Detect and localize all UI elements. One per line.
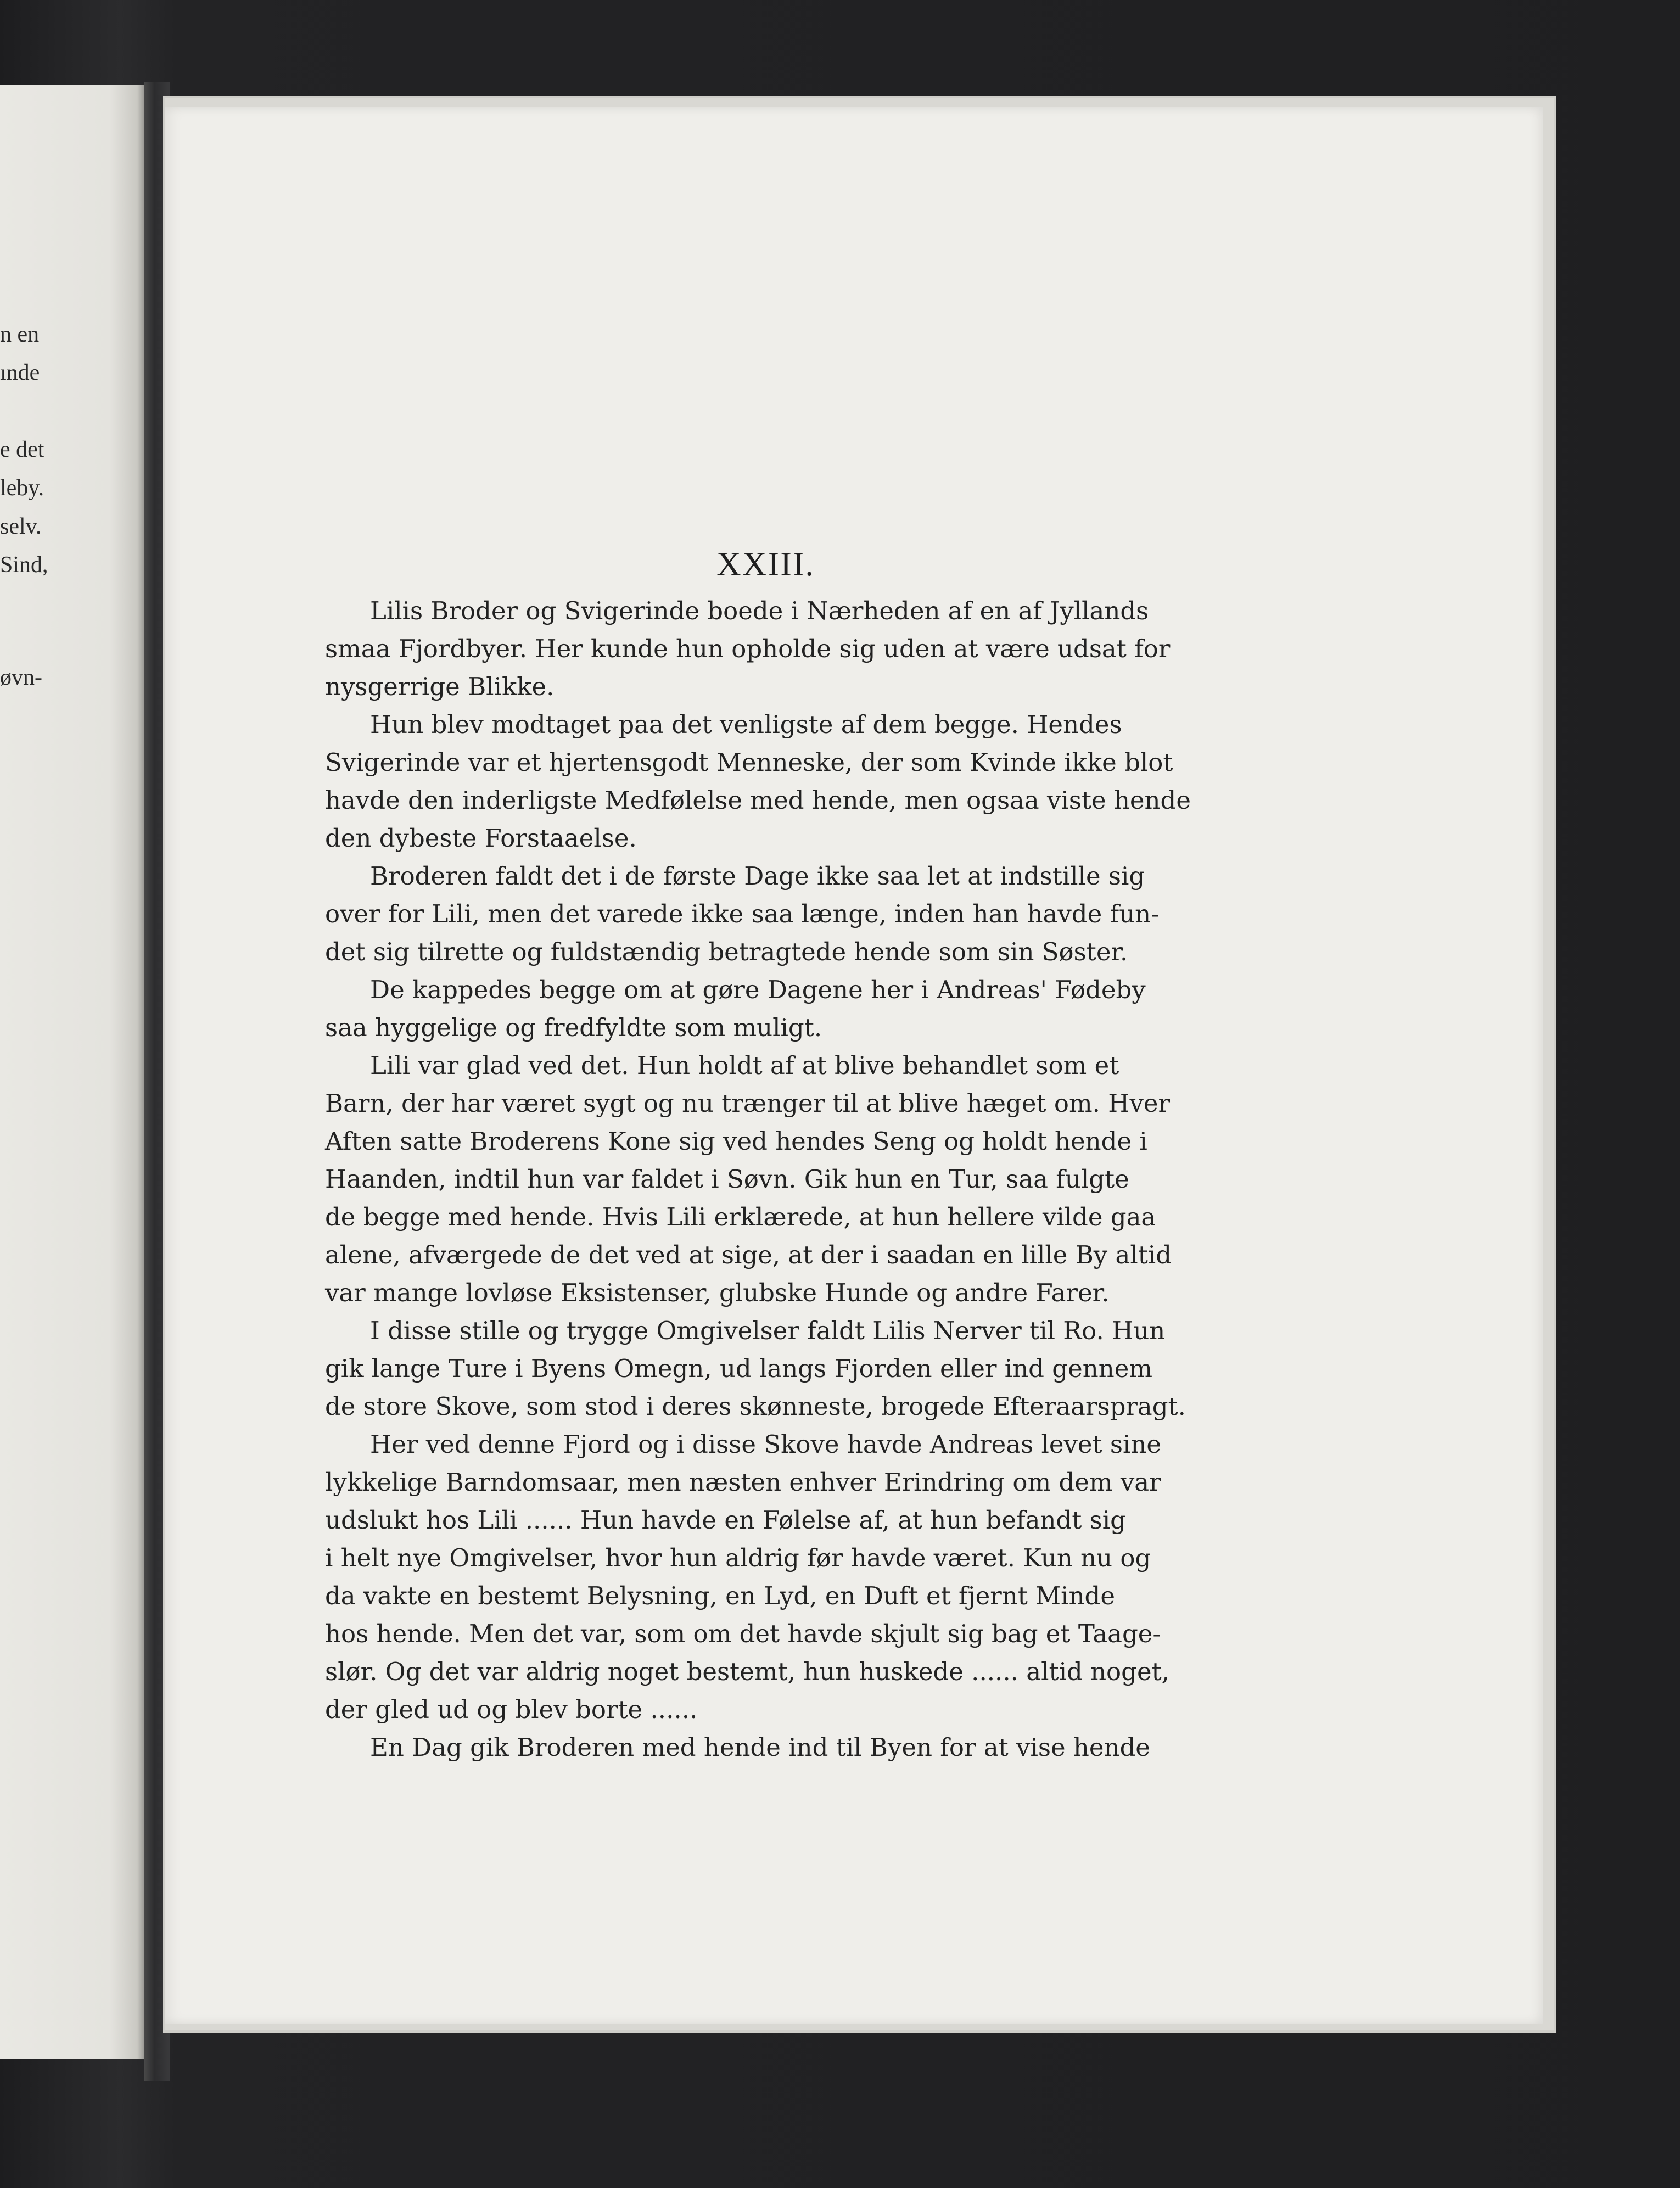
paragraph: Broderen faldt det i de første Dage ikke saa let at indstille sig over for Lili, men det varede ikke saa længe, inden han havde fun- det sig tilrette og fuldstændig betragtede hende som sin Søster.: [325, 861, 1160, 966]
chapter-heading: XXIII.: [716, 546, 815, 583]
left-page-edge: [0, 85, 144, 2059]
left-page-fragment: Sind,: [0, 552, 48, 578]
paragraph: Lili var glad ved det. Hun holdt af at blive behandlet som et Barn, der har været sygt og nu trænger til at blive hæget om. Hver Aften satte Broderens Kone sig ved hendes Seng og holdt hende i Haanden, indtil hun var faldet i Søvn. Gik hun en Tur, saa fulgte de begge med hende. Hvis Lili erklærede, at hun hellere vilde gaa alene, afværgede de det ved at sige, at der i saadan en lille By altid var mange lovløse Eksistenser, glubske Hunde og andre Farer.: [325, 1051, 1172, 1307]
paragraph: En Dag gik Broderen med hende ind til Byen for at vise hende: [370, 1733, 1150, 1762]
chapter-body: [325, 592, 1272, 1766]
left-page-fragment: ınde: [0, 360, 40, 385]
paragraph: De kappedes begge om at gøre Dagene her i Andreas' Fødeby saa hyggelige og fredfyldte som muligt.: [325, 975, 1146, 1042]
paragraph: Her ved denne Fjord og i disse Skove havde Andreas levet sine lykkelige Barndomsaar, men næsten enhver Erindring om dem var udslukt hos Lili ...... Hun havde en Følelse af, at hun befandt sig i helt nye Omgivelser, hvor hun aldrig før havde været. Kun nu og da vakte en bestemt Belysning, en Lyd, en Duft et fjernt Minde hos hende. Men det var, som om det havde skjult sig bag et Taage- slør. Og det var aldrig noget bestemt, hun huskede ...... altid noget, der gled ud og blev borte ......: [325, 1430, 1169, 1724]
left-page-fragment: n en: [0, 322, 40, 347]
left-page-fragment: selv.: [0, 514, 42, 539]
paragraph: Hun blev modtaget paa det venligste af dem begge. Hendes Svigerinde var et hjertensgodt Menneske, der som Kvinde ikke blot havde den inderligste Medfølelse med hende, men ogsaa viste hende den dybeste Forstaaelse.: [325, 710, 1191, 853]
left-page-fragment: e det: [0, 437, 44, 462]
left-page-fragment: øvn-: [0, 665, 42, 690]
left-page-fragment: leby.: [0, 475, 44, 501]
paragraph: I disse stille og trygge Omgivelser faldt Lilis Nerver til Ro. Hun gik lange Ture i Byens Omegn, ud langs Fjorden eller ind gennem de store Skove, som stod i deres skønneste, brogede Efteraarspragt.: [325, 1316, 1186, 1421]
paragraph: Lilis Broder og Svigerinde boede i Nærheden af en af Jyllands smaa Fjordbyer. Her kunde hun opholde sig uden at være udsat for nysgerrige Blikke.: [325, 596, 1171, 701]
